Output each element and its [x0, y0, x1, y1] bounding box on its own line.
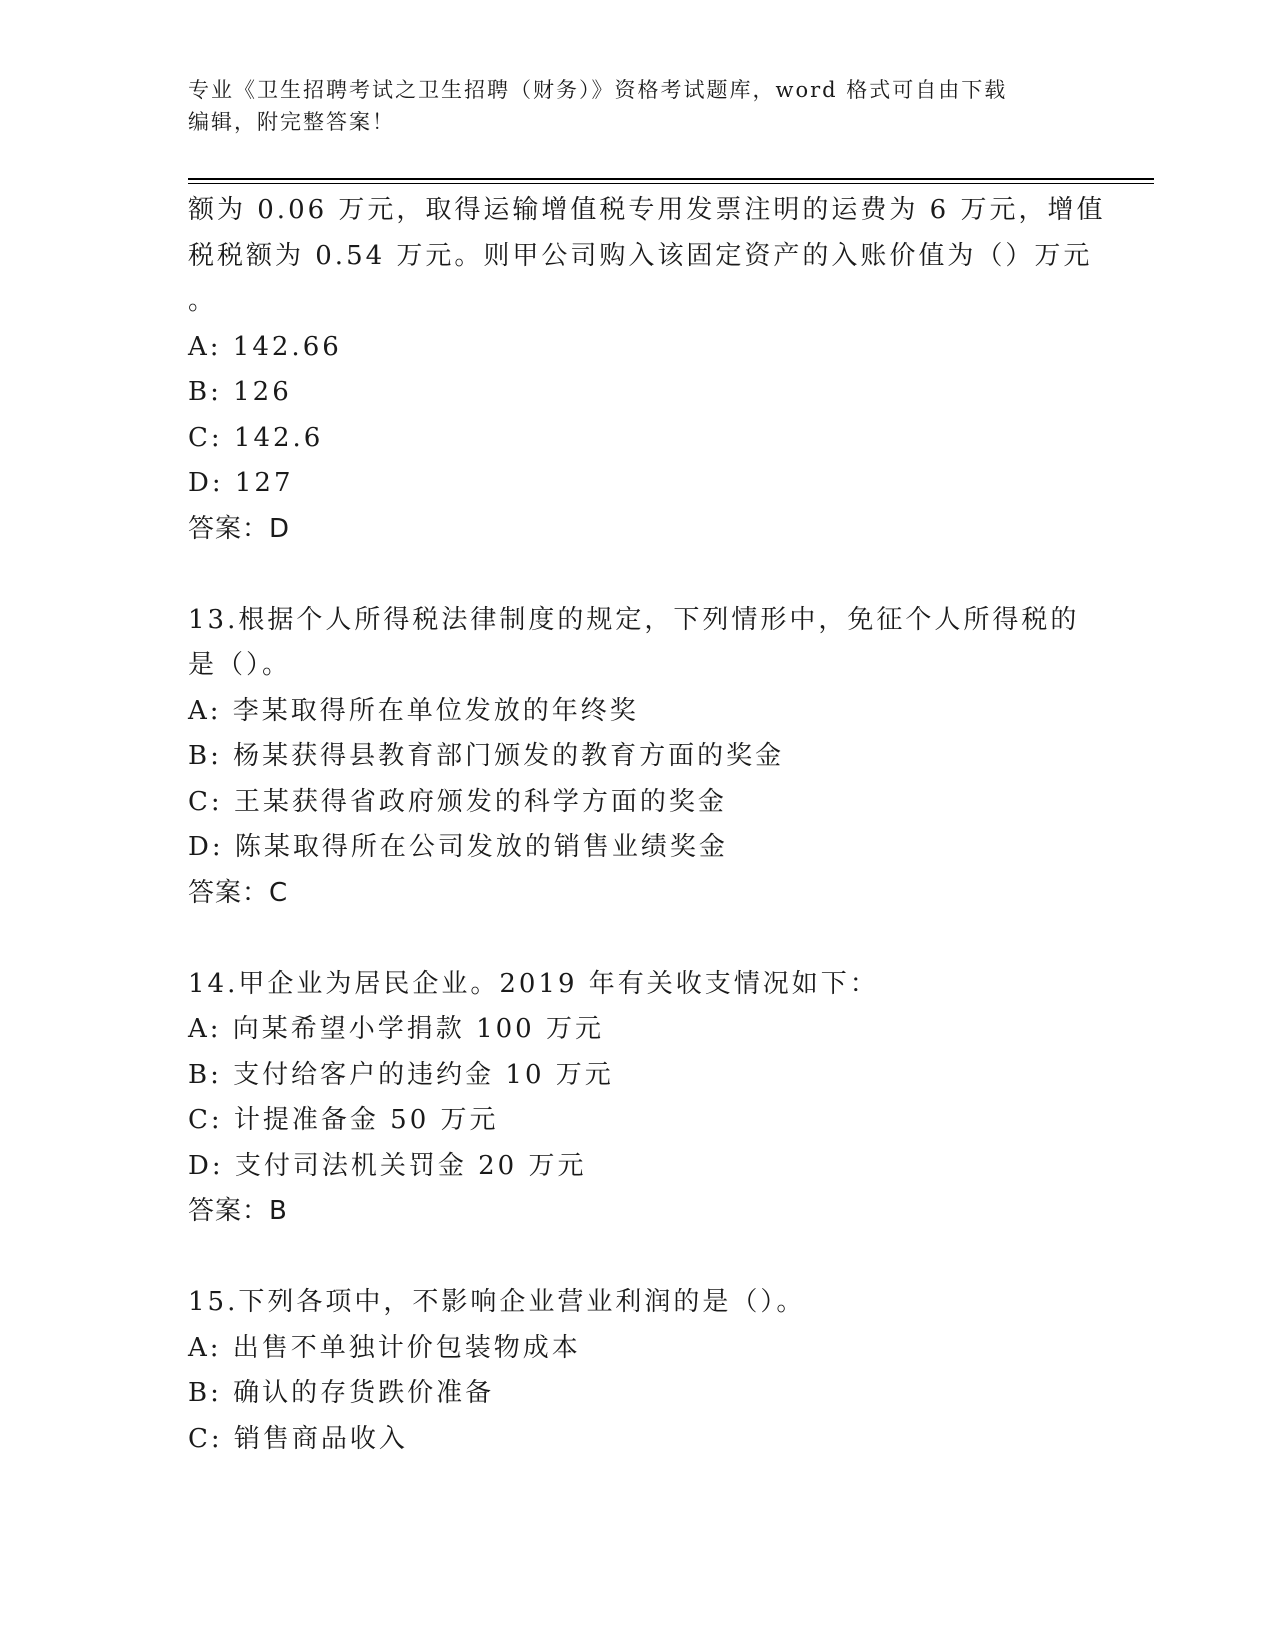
option-c: C: 王某获得省政府颁发的科学方面的奖金: [188, 786, 727, 817]
header-rule-thin: [188, 183, 1154, 184]
header-title-line-2: 编辑，附完整答案！: [188, 110, 395, 134]
option-b: B: 支付给客户的违约金 10 万元: [188, 1059, 614, 1090]
option-a: A: 出售不单独计价包装物成本: [188, 1332, 581, 1363]
option-d: D: 127: [188, 468, 294, 498]
question-text-line: 。: [188, 286, 218, 316]
option-c: C: 销售商品收入: [188, 1423, 408, 1454]
question-text-line: 13.根据个人所得税法律制度的规定，下列情形中，免征个人所得税的: [188, 604, 1080, 635]
option-c: C: 计提准备金 50 万元: [188, 1105, 499, 1135]
option-b: B: 126: [188, 377, 292, 407]
option-d: D: 陈某取得所在公司发放的销售业绩奖金: [188, 832, 728, 862]
question-text-line: 15.下列各项中，不影响企业营业利润的是（）。: [188, 1287, 806, 1317]
question-text-line: 税税额为 0.54 万元。则甲公司购入该固定资产的入账价值为（）万元: [188, 240, 1093, 271]
option-b: B: 杨某获得县教育部门颁发的教育方面的奖金: [188, 741, 785, 771]
option-c: C: 142.6: [188, 422, 324, 453]
question-13: [188, 598, 1088, 917]
answer-label: 答案：D: [188, 513, 291, 544]
question-text-line: 14.甲企业为居民企业。2019 年有关收支情况如下：: [188, 968, 879, 999]
option-a: A: 向某希望小学捐款 100 万元: [188, 1014, 604, 1044]
header-title-line-1: 专业《卫生招聘考试之卫生招聘（财务）》资格考试题库，word 格式可自由下载: [188, 78, 1008, 102]
question-text-line: 是（）。: [188, 650, 292, 680]
question-text-line: 额为 0.06 万元，取得运输增值税专用发票注明的运费为 6 万元，增值: [188, 195, 1106, 225]
question-continued: [188, 188, 1106, 552]
option-a: A: 142.66: [188, 331, 342, 362]
question-14: [188, 962, 1088, 1235]
document-body: [188, 188, 1106, 1462]
answer-label: 答案：C: [188, 877, 289, 908]
option-b: B: 确认的存货跌价准备: [188, 1378, 495, 1408]
option-a: A: 李某取得所在单位发放的年终奖: [188, 695, 639, 726]
option-d: D: 支付司法机关罚金 20 万元: [188, 1150, 587, 1181]
document-header: [188, 74, 1068, 138]
header-rule-thick: [188, 178, 1154, 180]
question-15: [188, 1280, 1088, 1462]
answer-label: 答案：B: [188, 1196, 288, 1226]
